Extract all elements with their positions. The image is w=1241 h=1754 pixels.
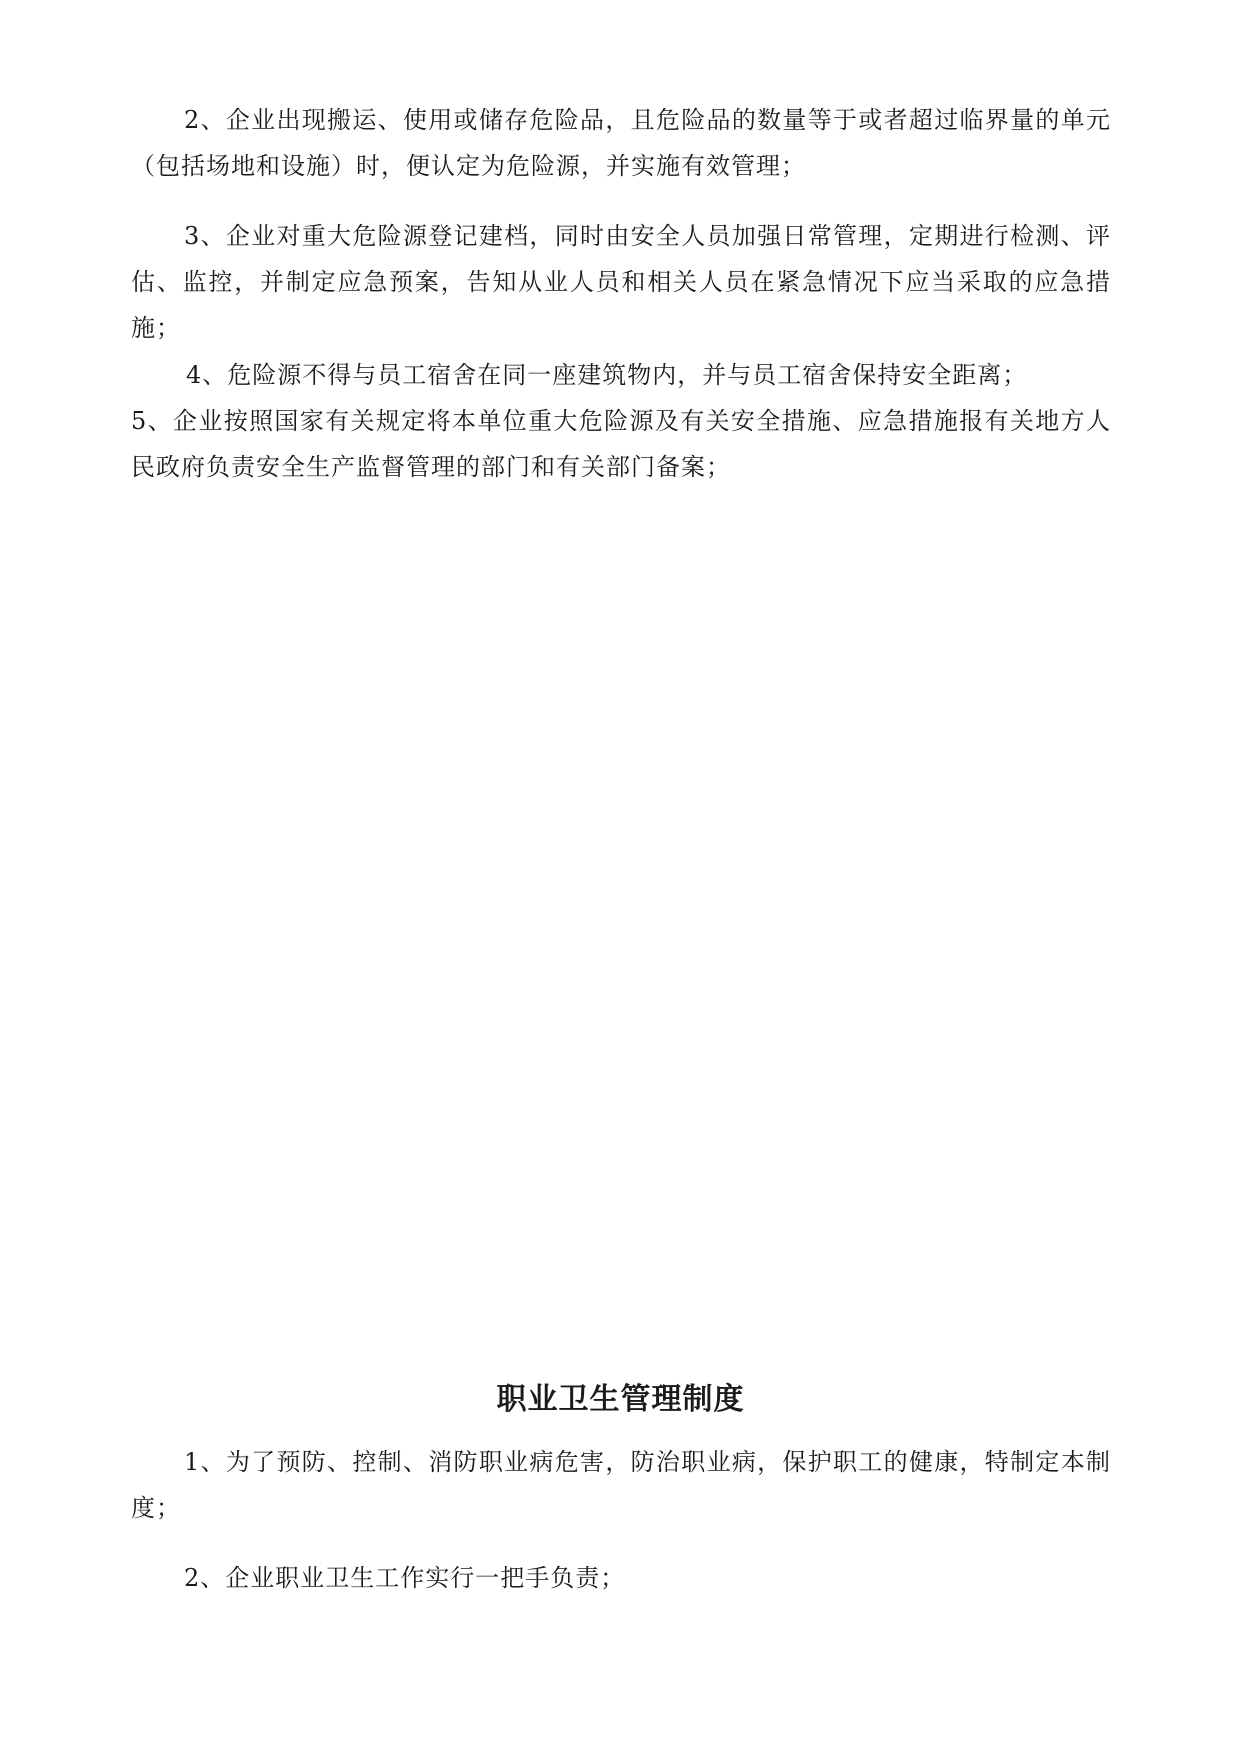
paragraph-item-3-major-hazard-registration: 3、企业对重大危险源登记建档，同时由安全人员加强日常管理，定期进行检测、评估、监控，并制定应急预案，告知从业人员和相关人员在紧急情况下应当采取的应急措施； bbox=[131, 222, 1111, 342]
paragraph-item-4-dormitory-distance: 4、危险源不得与员工宿舍在同一座建筑物内，并与员工宿舍保持安全距离； bbox=[186, 361, 1028, 389]
paragraph-item-1-occupational-disease-prevention: 1、为了预防、控制、消防职业病危害，防治职业病，保护职工的健康，特制定本制度； bbox=[131, 1448, 1111, 1522]
section-title-occupational-health: 职业卫生管理制度 bbox=[496, 1382, 745, 1417]
paragraph-item-2-leader-responsibility: 2、企业职业卫生工作实行一把手负责； bbox=[184, 1564, 626, 1592]
paragraph-item-2-hazard-source-identification: 2、企业出现搬运、使用或储存危险品，且危险品的数量等于或者超过临界量的单元（包括场地和设施）时，便认定为危险源，并实施有效管理； bbox=[131, 106, 1111, 180]
paragraph-item-5-filing-with-authorities: 5、企业按照国家有关规定将本单位重大危险源及有关安全措施、应急措施报有关地方人民政府负责安全生产监督管理的部门和有关部门备案； bbox=[131, 407, 1111, 481]
